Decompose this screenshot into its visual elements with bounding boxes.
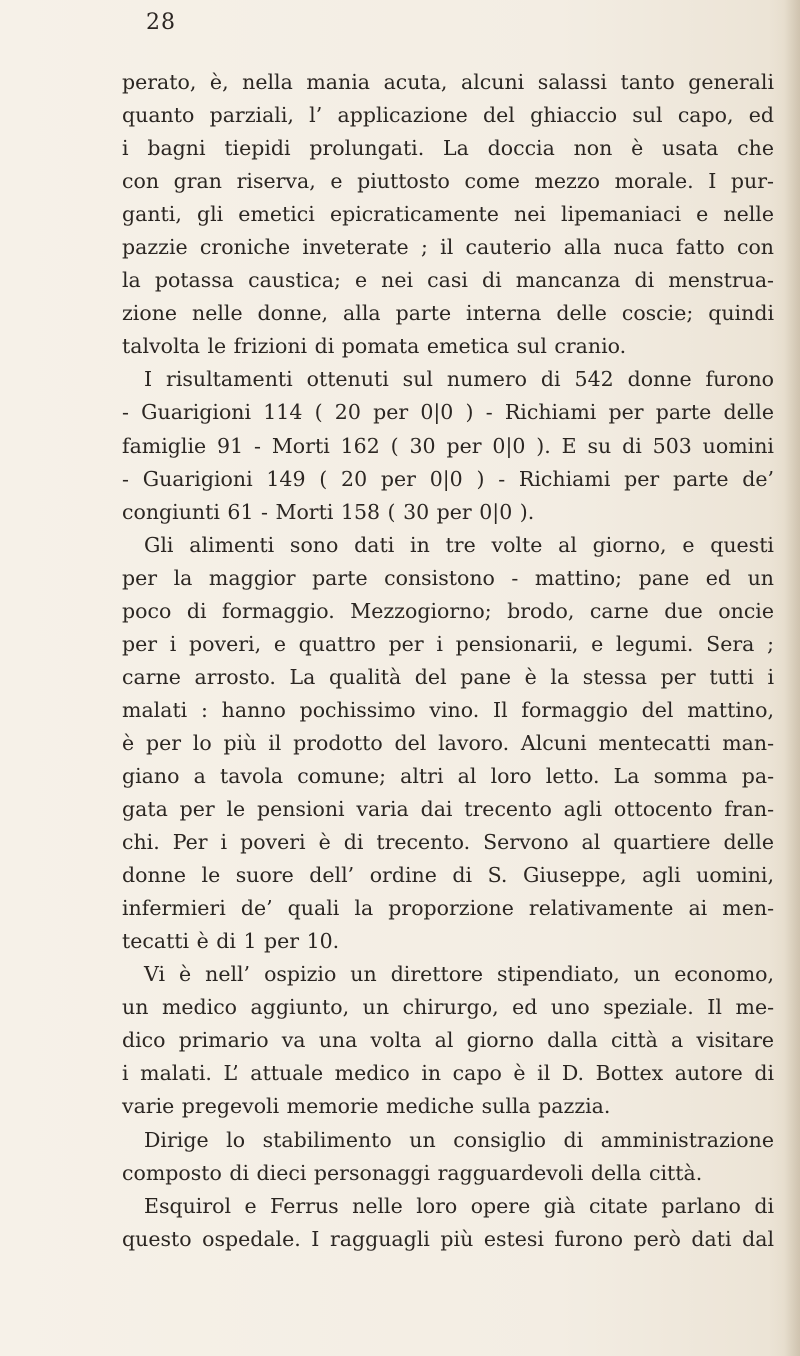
- text-line: è per lo più il prodotto del lavoro. Alcuni mentecatti man-: [122, 730, 774, 755]
- text-line: tecatti è di 1 per 10.: [122, 929, 340, 954]
- text-line: donne le suore dell’ ordine di S. Giuseppe, agli uomini,: [122, 863, 774, 888]
- text-line: - Guarigioni 114 ( 20 per 0|0 ) - Richiami per parte delle: [122, 400, 774, 425]
- text-line: congiunti 61 - Morti 158 ( 30 per 0|0 ).: [122, 499, 535, 524]
- text-line: Gli alimenti sono dati in tre volte al giorno, e questi: [144, 532, 774, 557]
- text-line: con gran riserva, e piuttosto come mezzo morale. I pur-: [122, 169, 774, 194]
- text-line: infermieri de’ quali la proporzione relativamente ai men-: [122, 896, 774, 921]
- text-line: i malati. L’ attuale medico in capo è il D. Bottex autore di: [122, 1061, 774, 1086]
- text-line: quanto parziali, l’ applicazione del ghiaccio sul capo, ed: [122, 103, 774, 128]
- text-line: - Guarigioni 149 ( 20 per 0|0 ) - Richiami per parte de’: [122, 466, 774, 491]
- text-line: malati : hanno pochissimo vino. Il formaggio del mattino,: [122, 697, 774, 722]
- text-line: dico primario va una volta al giorno dalla città a visitare: [122, 1028, 774, 1053]
- text-line: un medico aggiunto, un chirurgo, ed uno speziale. Il me-: [122, 995, 774, 1020]
- text-line: ganti, gli emetici epicraticamente nei lipemaniaci e nelle: [122, 202, 774, 227]
- text-line: questo ospedale. I ragguagli più estesi furono però dati dal: [122, 1226, 774, 1251]
- text-line: pazzie croniche inveterate ; il cauterio alla nuca fatto con: [122, 235, 774, 260]
- text-line: famiglie 91 - Morti 162 ( 30 per 0|0 ). E su di 503 uomini: [122, 433, 774, 458]
- text-line: i bagni tiepidi prolungati. La doccia non è usata che: [122, 136, 774, 161]
- text-line: composto di dieci personaggi ragguardevoli della città.: [122, 1160, 703, 1185]
- text-line: la potassa caustica; e nei casi di mancanza di menstrua-: [122, 268, 774, 293]
- text-line: Dirige lo stabilimento un consiglio di amministrazione: [144, 1127, 774, 1152]
- text-line: carne arrosto. La qualità del pane è la stessa per tutti i: [122, 664, 774, 689]
- text-line: chi. Per i poveri è di trecento. Servono al quartiere delle: [122, 830, 774, 855]
- text-line: per la maggior parte consistono - mattino; pane ed un: [122, 565, 774, 590]
- text-line: perato, è, nella mania acuta, alcuni salassi tanto generali: [122, 70, 774, 94]
- text-line: gata per le pensioni varia dai trecento agli ottocento fran-: [122, 797, 774, 822]
- text-line: poco di formaggio. Mezzogiorno; brodo, carne due oncie: [122, 598, 774, 623]
- text-line: I risultamenti ottenuti sul numero di 542 donne furono: [144, 367, 774, 392]
- text-line: Vi è nell’ ospizio un direttore stipendiato, un economo,: [144, 962, 774, 987]
- text-line: varie pregevoli memorie mediche sulla pazzia.: [122, 1094, 611, 1119]
- text-line: giano a tavola comune; altri al loro letto. La somma pa-: [122, 763, 774, 788]
- text-line: zione nelle donne, alla parte interna delle coscie; quindi: [122, 301, 774, 326]
- text-line: Esquirol e Ferrus nelle loro opere già citate parlano di: [144, 1193, 774, 1218]
- text-line: per i poveri, e quattro per i pensionarii, e legumi. Sera ;: [122, 631, 774, 656]
- page-edge-shadow: [784, 0, 800, 1356]
- page-number: 28: [146, 10, 176, 35]
- body-text: [122, 66, 774, 1256]
- text-line: talvolta le frizioni di pomata emetica sul cranio.: [122, 334, 627, 359]
